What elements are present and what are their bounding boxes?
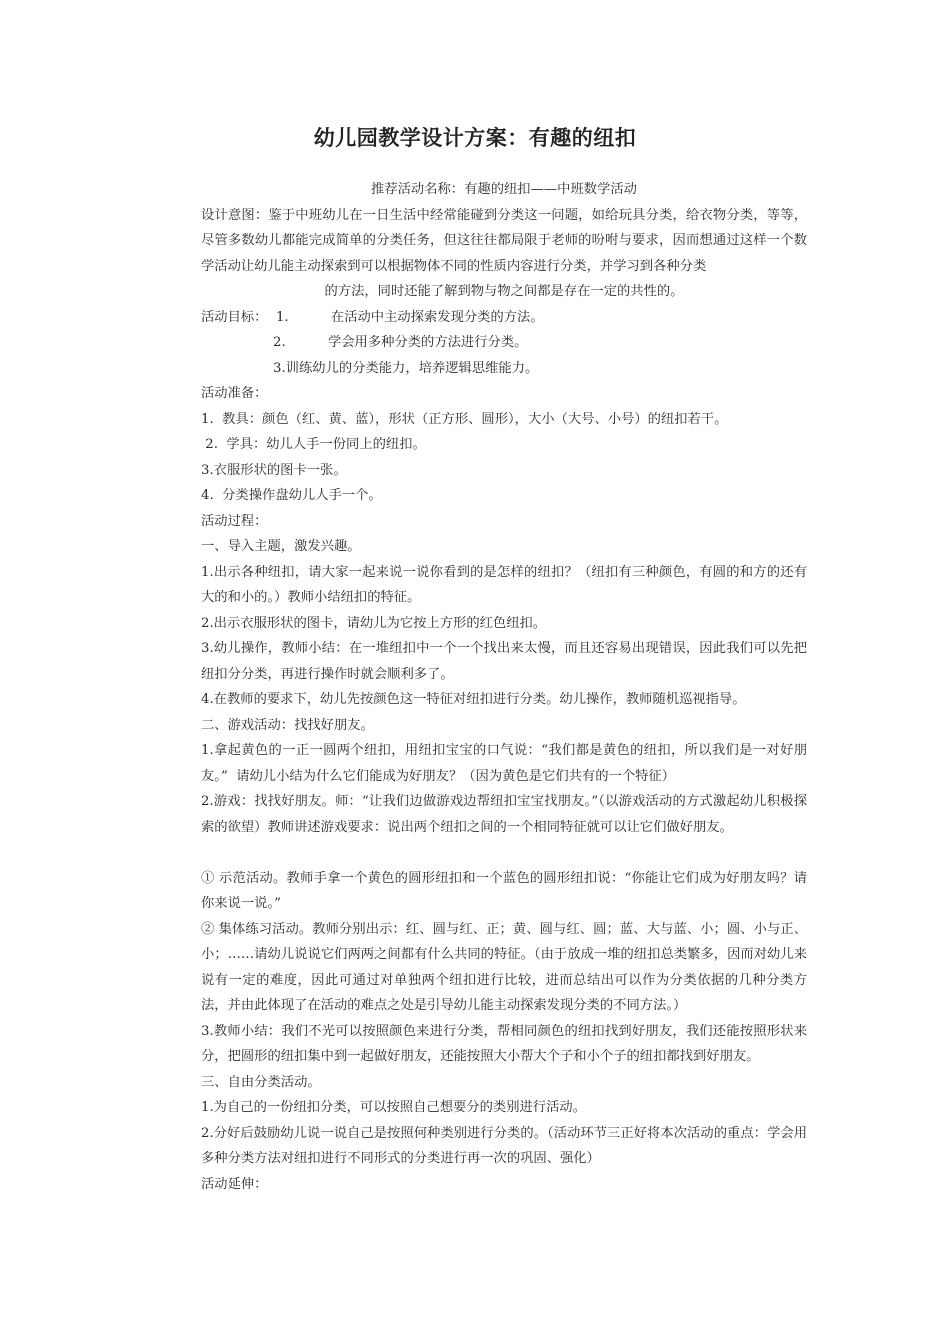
section-2-item-2: 2.游戏：找找好朋友。师：“让我们边做游戏边帮纽扣宝宝找朋友。”（以游戏活动的方式激起幼儿积极探索的欲望）教师讲述游戏要求：说出两个纽扣之间的一个相同特征就可以让它们做好朋友。: [201, 794, 807, 835]
recommend-line: 推荐活动名称：有趣的纽扣——中班数学活动: [371, 182, 637, 197]
prep-4: 4. 分类操作盘幼儿人手一个。: [201, 488, 382, 503]
section-1-item-3: 3.幼儿操作，教师小结：在一堆纽扣中一个一个找出来太慢，而且还容易出现错误，因此我们可以先把纽扣分分类，再进行操作时就会顺利多了。: [201, 641, 807, 682]
process-title: 活动过程：: [201, 513, 268, 529]
section-2-title: 二、游戏活动：找找好朋友。: [201, 717, 374, 733]
section-1-item-4: 4.在教师的要求下，幼儿先按颜色这一特征对纽扣进行分类。幼儿操作，教师随机巡视指导。: [201, 692, 746, 707]
design-intent: 设计意图：鉴于中班幼儿在一日生活中经常能碰到分类这一问题，如给玩具分类，给衣物分类，等等，尽管多数幼儿都能完成简单的分类任务，但这往往都局限于老师的吩咐与要求，因而想通过这样一个数学活动让幼儿能主动探索到可以根据物体不同的性质内容进行分类，并学习到各种分类: [201, 207, 807, 274]
goal-1: 活动目标： 1. 在活动中主动探索发现分类的方法。: [201, 309, 544, 325]
section-3-title: 三、自由分类活动。: [201, 1074, 321, 1090]
section-3-item-2: 2.分好后鼓励幼儿说一说自己是按照何种类别进行分类的。（活动环节三正好将本次活动的重点：学会用多种分类方法对纽扣进行不同形式的分类进行再一次的巩固、强化）: [201, 1125, 807, 1166]
section-1-title: 一、导入主题，激发兴趣。: [201, 539, 361, 554]
design-intent-end: 的方法，同时还能了解到物与物之间都是存在一定的共性的。: [324, 284, 684, 299]
section-3-item-1: 1.为自己的一份纽扣分类，可以按照自己想要分的类别进行活动。: [201, 1100, 586, 1115]
section-1-item-2: 2.出示衣服形状的图卡，请幼儿为它按上方形的红色纽扣。: [201, 615, 547, 631]
section-2-sub-b: ② 集体练习活动。教师分别出示：红、圆与红、正；黄、圆与红、圆；蓝、大与蓝、小；圆、小与正、小；……请幼儿说说它们两两之间都有什么共同的特征。（由于放成一堆的纽扣总类繁多，因而对幼儿来说有一定的难度，因此可通过对单独两个纽扣进行比较，进而总结出可以作为分类依据的几种分类方法，并由此体现了在活动的难点之处是引导幼儿能主动探索发现分类的不同方法。）: [201, 921, 807, 1013]
extension-title: 活动延伸：: [201, 1176, 268, 1192]
section-2-item-1: 1.拿起黄色的一正一圆两个纽扣，用纽扣宝宝的口气说：“我们都是黄色的纽扣，所以我们是一对好朋友。” 请幼儿小结为什么它们能成为好朋友？（因为黄色是它们共有的一个特征）: [201, 743, 807, 784]
goal-3: 3.训练幼儿的分类能力，培养逻辑思维能力。: [273, 360, 539, 376]
prep-2: 2. 学具：幼儿人手一份同上的纽扣。: [201, 437, 426, 452]
document-body: [201, 177, 807, 1197]
goal-2: 2. 学会用多种分类的方法进行分类。: [273, 335, 528, 350]
prep-1: 1. 教具：颜色（红、黄、蓝），形状（正方形、圆形），大小（大号、小号）的纽扣若干。: [201, 411, 728, 427]
prep-title: 活动准备：: [201, 386, 268, 401]
section-2-item-3: 3.教师小结：我们不光可以按照颜色来进行分类，帮相同颜色的纽扣找到好朋友，我们还能按照形状来分，把圆形的纽扣集中到一起做好朋友，还能按照大小帮大个子和小个子的纽扣都找到好朋友。: [201, 1023, 807, 1064]
blank-line: [201, 840, 807, 866]
document-title: 幼儿园教学设计方案：有趣的纽扣: [313, 126, 637, 150]
section-2-sub-a: ① 示范活动。教师手拿一个黄色的圆形纽扣和一个蓝色的圆形纽扣说：“你能让它们成为好朋友吗？请你来说一说。”: [201, 870, 807, 911]
section-1-item-1: 1.出示各种纽扣，请大家一起来说一说你看到的是怎样的纽扣？（纽扣有三种颜色，有圆的和方的还有大的和小的。）教师小结纽扣的特征。: [201, 564, 807, 605]
prep-3: 3.衣服形状的图卡一张。: [201, 462, 347, 478]
